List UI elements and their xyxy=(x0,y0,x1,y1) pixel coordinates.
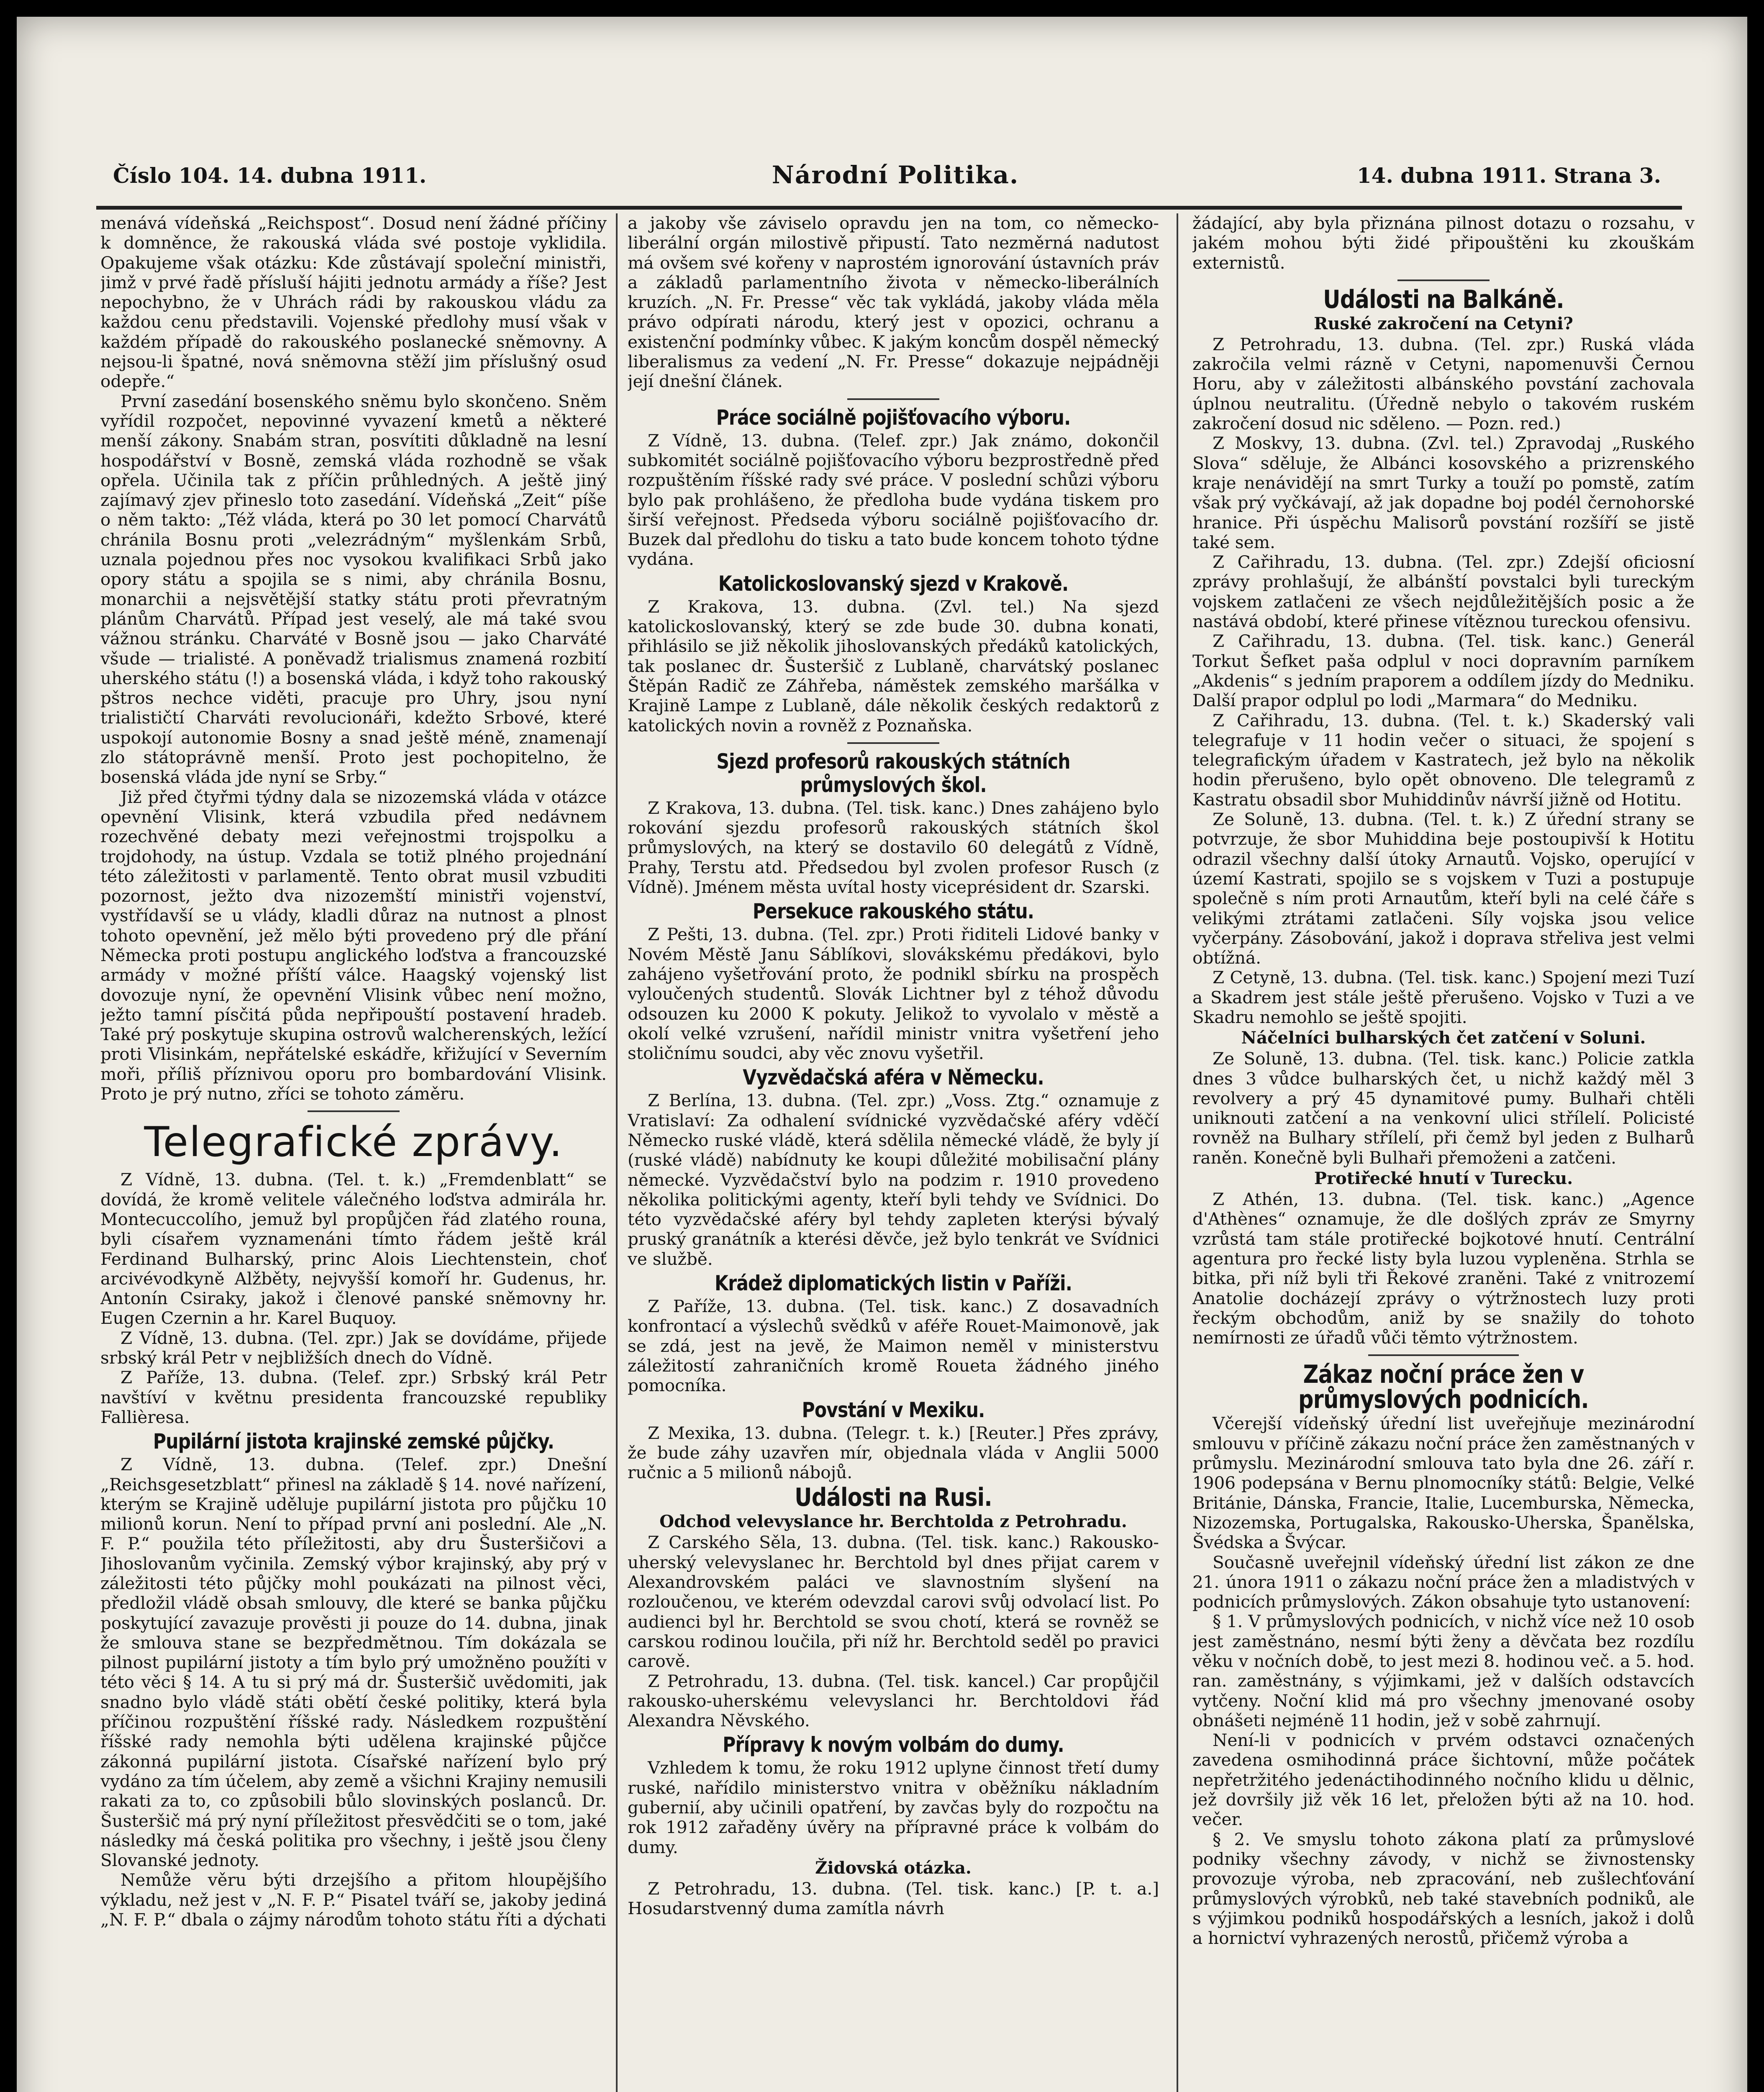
article-text: Z Mexika, 13. dubna. (Telegr. t. k.) [Reuter.] Přes zprávy, že bude záhy uzavřen mír, objednala vláda v Anglii 5000 ručnic a 5 milionů nábojů. xyxy=(628,1423,1159,1483)
page-header xyxy=(79,163,1686,201)
article-text: Ze Soluně, 13. dubna. (Tel. t. k.) Z úřední strany se potvrzuje, že sbor Muhiddina beje postoupivší k Hotitu odrazil všechny další útoky Arnautů. Vojsko, operující v území Kastrati, spojilo se s vojskem v Tuzi a postupuje společně s ním proti Arnautům, kteří byli na celé čáře s velikými ztrátami zatlačeni. Síly vojska jsou velice vyčerpány. Zásobování, jakož i doprava střeliva jest velmi obtížná. xyxy=(1192,809,1695,968)
column-3 xyxy=(1192,213,1695,2092)
article-headline: Ruské zakročení na Cetyni? xyxy=(1314,313,1573,333)
article-headline: Přípravy k novým volbám do dumy. xyxy=(723,1733,1064,1757)
telegram-text: Z Paříže, 13. dubna. (Telef. zpr.) Srbský král Petr navštíví v květnu presidenta francouzské republiky Fallièresa. xyxy=(100,1367,607,1427)
article-text: Z Cařihradu, 13. dubna. (Tel. zpr.) Zdejší oficiosní zprávy prohlašují, že albánští povstalci byli tureckým vojskem zatlačeni ze všech nejdůležitějších posic a že nastává období, které přinese vítěznou tureckou ofensivu. xyxy=(1192,552,1695,632)
article-text: Z Cařihradu, 13. dubna. (Tel. tisk. kanc.) Generál Torkut Šefket paša odplul v noci dopravním parníkem „Akdenis“ s jedním praporem a oddílem jízdy do Medniku. Další prapor odplul po lodi „Marmara“ do Medniku. xyxy=(1192,631,1695,711)
column-1 xyxy=(100,213,607,2092)
article-text: Z Vídně, 13. dubna. (Telef. zpr.) Dnešní „Reichsgesetzblatt“ přinesl na základě § 14. nové nařízení, kterým se Krajině uděluje pupilární jistota pro půjčku 10 milionů korun. Není to případ první ani poslední. Ale „N. F. P.“ použila této příležitosti, aby dru Šusteršičovi a Jihoslovanům vyčinila. Zemský výbor krajinský, aby prý v záležitosti této půjčky mohl poukázati na pilnost věci, předložil vládě obsah smlouvy, dle které se banka půjčku poskytující zavazuje prověsti ji pouze do 14. dubna, jinak že smlouva stane se bezpředmětnou. Tím dokázala se pilnost pupilární jistoty a tím bylo prý umožněno použíti v této věci § 14. A tu si prý má dr. Šusteršič uvědomiti, jak snadno bylo vládě státi obětí české politiky, která byla příčinou rozpuštění říšské rady. Následkem rozpuštění říšské rady nemohla býti udělena krajinské půjčce zákonná pupilární jistota. Císařské nařízení bylo prý vydáno za tím účelem, aby země a všichni Krajiny nemusili rakati za to, co způsobili bůlo slovinských poslanců. Dr. Šusteršič má prý nyní příležitost přesvědčiti se o tom, jaké následky má česká politika pro všechny, i ještě jsou členy Slovanské jednoty. xyxy=(100,1454,607,1871)
article-text: Z Petrohradu, 13. dubna. (Tel. zpr.) Ruská vláda zakročila velmi rázně v Cetyni, napomenuvši Černou Horu, aby v záležitosti albánského povstání zachovala úplnou neutralitu. (Úředně nebylo o takovém ruském zakročení dosud nic sděleno. — Pozn. red.) xyxy=(1192,334,1695,434)
article-text: menává vídeňská „Reichspost“. Dosud není žádné příčiny k domněnce, že rakouská vláda své postoje vyklidila. Opakujeme však otázku: Kde zůstávají společní ministři, jimž v prvé řadě přísluší hájiti jednotu armády a říše? Jest nepochybno, že v Uhrách rádi by rakouskou vládu za každou cenu představili. Vojenské předlohy musí však v každém případě do rakouského poslanecké sněmovny. A nejsou-li špatné, nová sněmovna stěží jim příslušný osud odepře.“ xyxy=(100,213,607,392)
date-page-number: 14. dubna 1911. Strana 3. xyxy=(1356,163,1661,188)
section-separator xyxy=(1368,1354,1519,1356)
telegram-text: Z Vídně, 13. dubna. (Tel. zpr.) Jak se dovídáme, přijede srbský král Petr v nejbližších dnech do Vídně. xyxy=(100,1328,607,1368)
article-text: Nemůže věru býti drzejšího a přitom hloupějšího výkladu, než jest v „N. F. P.“ Pisatel tváří se, jakoby jediná „N. F. P.“ dbala o zájmy národům tohoto státu říti a dýchati xyxy=(100,1870,607,1930)
article-text: První zasedání bosenského sněmu bylo skončeno. Sněm vyřídil rozpočet, nepovinné vyvazení kmetů a některé menší zákony. Snabám stran, posvítiti důkladně na lesní hospodářství v Bosně, zemská vláda rozhodně se však opřela. Učinila tak z příčin průhledných. A ještě jiný zajímavý zjev přineslo toto zasedání. Vídeňská „Zeit“ píše o něm takto: „Též vláda, která po 30 let pomocí Charvátů chránila Bosnu proti „velezrádným“ myšlenkám Srbů, uznala pojednou přes noc vysokou kvalifikaci Srbů jako opory státu a spojila se s nimi, aby chránila Bosnu, monarchii a nejsvětější statky státu proti převratným plánům Charvátů. Případ jest veselý, ale má také svou vážnou stránku. Charváté v Bosně jsou — jako Charváté všude — trialisté. A poněvadž trialismus znamená rozbití uherského státu (!) a bosenská vláda, i když toho rakouský pštros nechce viděti, pracuje pro Uhry, jsou nyní trialističtí Charváti revolucionáři, kdežto Srbové, které uspokojí autonomie Bosny a snad ještě méně, znamenají zlo státoprávně menší. Proto jest pochopitelno, že bosenská vláda jde nyní se Srby.“ xyxy=(100,391,607,787)
article-headline-large: Zákaz noční práce žen v průmyslových podnicích. xyxy=(1298,1360,1589,1415)
section-separator xyxy=(308,1110,400,1112)
article-headline: Pupilární jistota krajinské zemské půjčky. xyxy=(153,1429,554,1454)
article-headline: Persekuce rakouského státu. xyxy=(752,899,1034,924)
section-heading-telegrafy: Telegrafické zprávy. xyxy=(144,1118,563,1166)
article-headline: Náčelníci bulharských čet zatčení v Soluni. xyxy=(1241,1028,1646,1048)
column-2 xyxy=(628,213,1159,2092)
article-headline: Sjezd profesorů rakouských státních průmyslových škol. xyxy=(716,749,1070,797)
article-text: Současně uveřejnil vídeňský úřední list zákon ze dne 21. února 1911 o zákazu noční práce žen a mladistvých v podnicích průmyslových. Zákon obsahuje tyto ustanovení: xyxy=(1192,1552,1695,1612)
article-text: Z Berlína, 13. dubna. (Tel. zpr.) „Voss. Ztg.“ oznamuje z Vratislaví: Za odhalení svídnické vyzvědačské aféry vděčí Německo ruské vládě, která sdělila německé vládě, že byly jí (ruské vládě) nabídnuty ke koupi důležité mobilisační plány německé. Vyzvědačství bylo na podzim r. 1910 provedeno několika politickými agenty, kteří byli tehdy ve Svídnici. Do této vyzvědačské aféry byl tehdy zapleten kterýsi bývalý pruský granátník a kterési děvče, jež bylo tenkrát ve Svídnici ve službě. xyxy=(628,1090,1159,1269)
article-text: Vzhledem k tomu, že roku 1912 uplyne činnost třetí dumy ruské, nařídilo ministerstvo vnitra v oběžníku nákladním gubernií, aby učinili opatření, by zavčas byly do rozpočtu na rok 1912 zařaděny úvěry na přípravné práce k volbám do dumy. xyxy=(628,1758,1159,1857)
section-separator xyxy=(1397,279,1490,281)
article-headline: Povstání v Mexiku. xyxy=(802,1397,985,1422)
article-text: Z Cetyně, 13. dubna. (Tel. tisk. kanc.) Spojení mezi Tuzí a Skadrem jest stále ještě přerušeno. Vojsko v Tuzi a ve Skadru nemohlo se ještě spojiti. xyxy=(1192,967,1695,1027)
section-heading-balkan: Události na Balkáně. xyxy=(1323,285,1564,314)
article-text: § 1. V průmyslových podnicích, v nichž více než 10 osob jest zaměstnáno, nesmí býti ženy a děvčata bez rozdílu věku v nočních době, to jest mezi 8. hodinou več. a 5. hod. ran. zaměstnány, s výjimkami, jež v dalších odstavcích vytčeny. Noční klid má pro všechny jmenované osoby obnášeti nejméně 11 hodin, jež v sobě zahrnují. xyxy=(1192,1611,1695,1731)
section-separator xyxy=(847,398,939,400)
article-text: Již před čtyřmi týdny dala se nizozemská vláda v otázce opevnění Vlisink, která vzbudila před nedávnem rozechvěné debaty mezi veřejnostmi trojspolku a trojdohody, na ústup. Vzdala se totiž plného projednání této záležitosti v parlamentě. Tento obrat musil vzbuditi pozornost, ježto dva nizozemští ministři vojenství, vystřídavší se u vlády, kladli důraz na nutnost a plnost tohoto opevnění, jež mělo býti provedeno prý dle přání Německa proti postupu anglického loďstva a francouzské armády v možné příští válce. Haagský vojenský list dovozuje nyní, že opevnění Vlisink vůbec není možno, ježto tamní písčitá půda nepřipouští postavení hradeb. Také prý poskytuje skupina ostrovů walcherenských, ležící proti Vlisinkám, nepřátelské eskádře, křižující v Severním moři, příliš příznivou oporu pro bombardování Vlisink. Proto je prý nutno, zříci se tohoto záměru. xyxy=(100,787,607,1104)
article-text: Z Cařihradu, 13. dubna. (Tel. t. k.) Skaderský vali telegrafuje v 11 hodin večer o situaci, že spojení s telegrafickým úřadem v Kastratech, jež bylo na několik hodin přerušeno, bylo opět obnoveno. Dle telegramů z Kastratu obsadil sbor Muhiddinův návrší jižně od Hotitu. xyxy=(1192,710,1695,810)
article-headline: Vyzvědačská aféra v Německu. xyxy=(743,1065,1044,1090)
article-headline: Práce sociálně pojišťovacího výboru. xyxy=(716,405,1071,430)
article-text: Z Moskvy, 13. dubna. (Zvl. tel.) Zpravodaj „Ruského Slova“ sděluje, že Albánci kosovského a prizrenského kraje nenávidějí na smrt Turky a touží po pomstě, zatím však prý vyčkávají, až jak dopadne boj podél černohorské hranice. Při úspěchu Malisorů povstání rozšíří se jistě také sem. xyxy=(1192,433,1695,552)
article-text: Není-li v podnicích v prvém odstavci označených zavedena osmihodinná práce šichtovní, může počátek nepřetržitého jedenáctihodinného nočního klidu u dělnic, jež dovršily již věk 16 let, přeložen býti až na 10. hod. večer. xyxy=(1192,1730,1695,1830)
section-heading-rus: Události na Rusi. xyxy=(795,1483,992,1513)
column-rule xyxy=(1177,213,1178,2092)
article-text: Z Krakova, 13. dubna. (Zvl. tel.) Na sjezd katolickoslovanský, který se zde bude 30. dubna konati, přihlásilo se již několik jihoslovanských předáků katolických, tak poslanec dr. Šusteršič z Lublaně, charvátský poslanec Štěpán Radič ze Záhřeba, náměstek zemského maršálka v Krajině Lampe z Lublaně, dále několik českých redaktorů z katolických novin a rovněž z Poznaňska. xyxy=(628,596,1159,736)
article-text: Včerejší vídeňský úřední list uveřejňuje mezinárodní smlouvu v příčině zákazu noční práce žen zaměstnaných v průmyslu. Mezinárodní smlouva tato byla dne 26. září r. 1906 podepsána v Bernu plnomocníky států: Belgie, Velké Británie, Dánska, Francie, Italie, Lucemburska, Německa, Nizozemska, Portugalska, Rakousko-Uherska, Španělska, Švédska a Švýcar. xyxy=(1192,1413,1695,1553)
article-text: Z Petrohradu, 13. dubna. (Tel. tisk. kanc.) [P. t. a.] Hosudarstvenný duma zamítla návrh xyxy=(628,1878,1159,1919)
article-text: Z Vídně, 13. dubna. (Telef. zpr.) Jak známo, dokončil subkomitét sociálně pojišťovacího výboru bezprostředně před rozpuštěním říšské rady své práce. V poslední schůzi výboru bylo pak prohlášeno, že předloha bude vydána tiskem pro širší veřejnost. Předseda výboru sociálně pojišťovacího dr. Buzek dal předlohu do tisku a tato bude koncem tohoto týdne vydána. xyxy=(628,430,1159,569)
article-text: § 2. Ve smyslu tohoto zákona platí za průmyslové podniky všechny závody, v nichž se živnostensky provozuje výroba, neb zpracování, neb zušlechťování průmyslových výrobků, neb také stavebních podniků, ale s výjimkou podniků hospodářských a lesních, jakož i dolů a hornictví vyhrazených nerostů, přičemž výroba a xyxy=(1192,1829,1695,1948)
article-headline: Katolickoslovanský sjezd v Krakově. xyxy=(718,571,1069,596)
section-separator xyxy=(847,742,939,744)
article-text: Z Krakova, 13. dubna. (Tel. tisk. kanc.) Dnes zahájeno bylo rokování sjezdu profesorů rakouských státních škol průmyslových, na který se dostavilo 60 delegátů z Vídně, Prahy, Terstu atd. Předsedou byl zvolen profesor Rusch (z Vídně). Jménem města uvítal hosty viceprésident dr. Szarski. xyxy=(628,797,1159,897)
article-headline: Protiřecké hnutí v Turecku. xyxy=(1314,1169,1573,1189)
article-text: Z Carského Sěla, 13. dubna. (Tel. tisk. kanc.) Rakousko-uherský velevyslanec hr. Berchtold byl dnes přijat carem v Alexandrovském paláci ve slavnostním slyšení na rozloučenou, ve kterém odevzdal carovi svůj odvolací list. Po audienci byl hr. Berchtold se svou chotí, která se rovněž se carskou rodinou loučila, při níž hr. Berchtold seděl po pravici carově. xyxy=(628,1532,1159,1672)
article-text: Z Athén, 13. dubna. (Tel. tisk. kanc.) „Agence d'Athènes“ oznamuje, že dle došlých zpráv ze Smyrny vzrůstá tam stále protiřecké bojkotové hnutí. Centrální agentura pro řecké listy byla luzou vypleněna. Strhla se bitka, při níž byli tři Řekové zraněni. Také z vnitrozemí Anatolie docházejí zprávy o výtržnostech luzy proti řeckým obchodům, aniž by se snažily do tohoto nemírnosti ze úřadů vůči těmto výtržnostem. xyxy=(1192,1189,1695,1348)
column-rule xyxy=(616,213,618,2092)
issue-number-date: Číslo 104. 14. dubna 1911. xyxy=(113,163,427,188)
header-rule xyxy=(96,206,1682,210)
article-text: Z Petrohradu, 13. dubna. (Tel. tisk. kancel.) Car propůjčil rakousko-uherskému velevyslanci hr. Berchtoldovi řád Alexandra Něvského. xyxy=(628,1671,1159,1731)
article-headline: Odchod velevyslance hr. Berchtolda z Petrohradu. xyxy=(659,1512,1127,1532)
article-text: žádající, aby byla přiznána pilnost dotazu o rozsahu, v jakém mohou býti židé připouštěni ku zkouškám externistů. xyxy=(1192,213,1695,273)
newspaper-page xyxy=(17,17,1747,2092)
article-headline: Krádež diplomatických listin v Paříži. xyxy=(714,1271,1072,1296)
article-text: Ze Soluně, 13. dubna. (Tel. tisk. kanc.) Policie zatkla dnes 3 vůdce bulharských čet, u nichž každý měl 3 revolvery a prý 45 dynamitové pumy. Bulhaři chtěli uniknouti zatčení a na venkovní ulici střílelí. Policisté rovněž na Bulhary střílelí, při čemž byl jeden z Bulharů raněn. Konečně byli Bulhaři přemoženi a zatčeni. xyxy=(1192,1049,1695,1168)
article-text: Z Pešti, 13. dubna. (Tel. zpr.) Proti řiditeli Lidové banky v Novém Městě Janu Sáblíkovi, slovákskému předákovi, bylo zahájeno vyšetřování proto, že podnikl sbírku na prospěch vyloučených studentů. Slovák Lichtner byl z téhož důvodu odsouzen ku 2000 K pokuty. Jelikož to vyvolalo v městě a okolí velké vzrušení, nařídil ministr vnitra vyšetření jeho stoličnímu soudci, aby věc znovu vyšetřil. xyxy=(628,924,1159,1064)
article-headline: Židovská otázka. xyxy=(815,1858,972,1878)
masthead-title: Národní Politika. xyxy=(772,161,1019,189)
telegram-text: Z Vídně, 13. dubna. (Tel. t. k.) „Fremdenblatt“ se dovídá, že kromě velitele válečného loďstva admirála hr. Montecuccolího, jemuž byl propůjčen řád zlatého rouna, byli císařem vyznamenáni tímto řádem ještě král Ferdinand Bulharský, princ Alois Liechtenstein, choť arcivévodkyně Alžběty, nejvyšší komoří hr. Gudenus, hr. Antonín Csiraky, jakož i členové panské sněmovny hr. Eugen Czernin a hr. Karel Buquoy. xyxy=(100,1169,607,1328)
article-text: Z Paříže, 13. dubna. (Tel. tisk. kanc.) Z dosavadních konfrontací a výslechů svědků v aféře Rouet-Maimonově, jak se zdá, jest na jevě, že Maimon neměl v ministerstvu záležitostí zahraničních kromě Roueta žádného jiného pomocníka. xyxy=(628,1296,1159,1396)
article-text: a jakoby vše záviselo opravdu jen na tom, co německo-liberální orgán milostivě připustí. Tato nezměrná nadutost má ovšem své kořeny v naprostém ignorování ústavních práv a základů parlamentního života v německo-liberálních kruzích. „N. Fr. Presse“ věc tak vykládá, jakoby vláda měla právo odpírati národu, který jest v opozici, ochranu a existenční podmínky vůbec. K jakým koncům dospěl německý liberalismus za vedení „N. Fr. Presse“ dokazuje nejpádněji její dnešní článek. xyxy=(628,213,1159,392)
